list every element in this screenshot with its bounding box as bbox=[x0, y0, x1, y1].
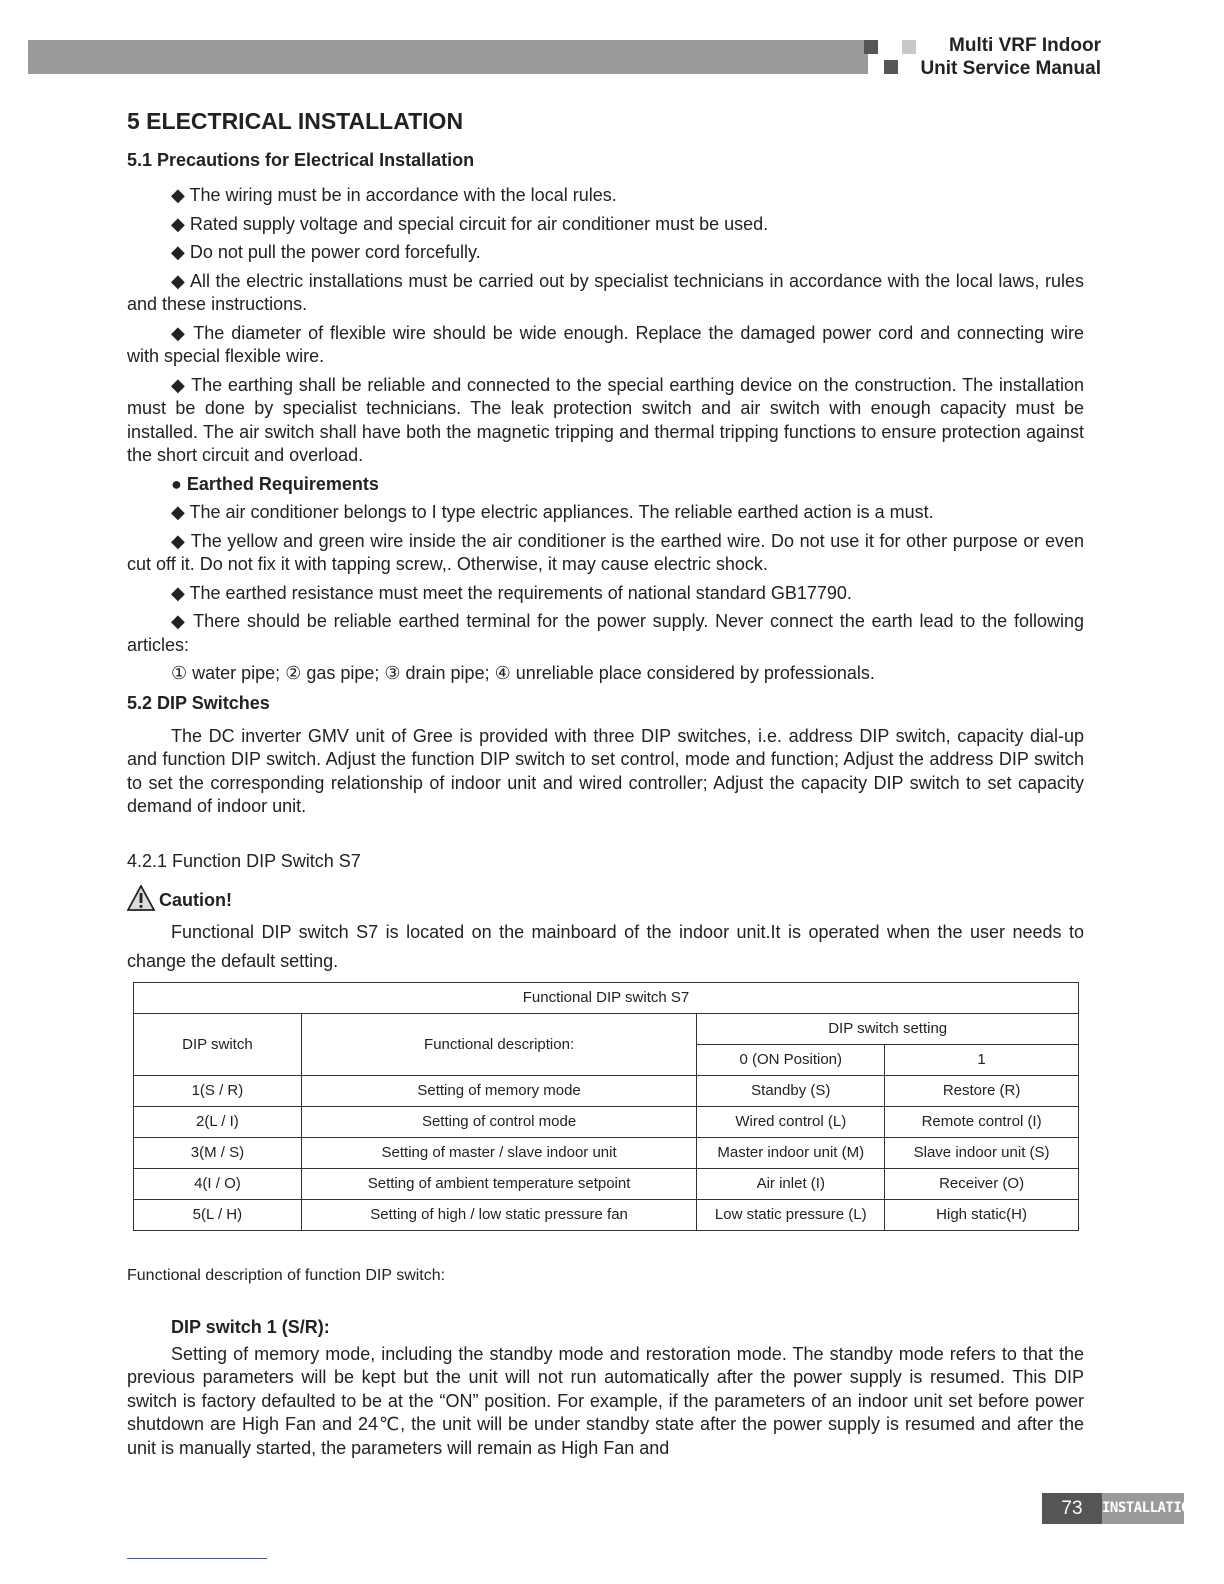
table-cell-on: Standby (S) bbox=[697, 1075, 885, 1106]
precaution-item: ◆ The diameter of flexible wire should be wide enough. Replace the damaged power cord and connecting wire with special flexible wire. bbox=[127, 322, 1084, 366]
table-row bbox=[134, 1199, 1079, 1230]
table-cell-dip: 1(S / R) bbox=[134, 1075, 302, 1106]
earthed-item: ◆ The earthed resistance must meet the requirements of national standard GB17790. bbox=[171, 582, 852, 603]
header-square-icon bbox=[884, 60, 898, 74]
earthed-item: ◆ The air conditioner belongs to I type electric appliances. The reliable earthed action is a must. bbox=[171, 502, 934, 522]
precaution-item: ◆ Do not pull the power cord forcefully. bbox=[171, 242, 481, 262]
warning-triangle-icon bbox=[127, 885, 155, 916]
dip-switch-table bbox=[133, 982, 1079, 1231]
table-cell-on: Low static pressure (L) bbox=[697, 1199, 885, 1230]
table-cell-dip: 5(L / H) bbox=[134, 1199, 302, 1230]
earthed-item: ◆ There should be reliable earthed terminal for the power supply. Never connect the earth lead to the following articles: bbox=[127, 611, 1084, 655]
header-bar bbox=[28, 40, 868, 74]
earthed-item: ◆ The yellow and green wire inside the air conditioner is the earthed wire. Do not use it for other purpose or even cut off it. Do not fix it with tapping screw,. Otherwise, it may cause electric shock. bbox=[127, 530, 1084, 574]
manual-title-line1: Multi VRF Indoor bbox=[949, 35, 1101, 56]
header-logo-squares bbox=[862, 40, 902, 76]
section-tag: INSTALLATION bbox=[1102, 1493, 1184, 1524]
precaution-item: ◆ Rated supply voltage and special circuit for air conditioner must be used. bbox=[171, 213, 769, 234]
table-header-one: 1 bbox=[885, 1044, 1079, 1075]
table-row bbox=[134, 1137, 1079, 1168]
table-cell-desc: Setting of master / slave indoor unit bbox=[301, 1137, 697, 1168]
table-cell-dip: 4(I / O) bbox=[134, 1168, 302, 1199]
footer-rule bbox=[127, 1558, 267, 1559]
subsection-title-5-2: 5.2 DIP Switches bbox=[127, 692, 270, 713]
table-row bbox=[134, 1075, 1079, 1106]
table-cell-dip: 3(M / S) bbox=[134, 1137, 302, 1168]
dip-switch-1-title: DIP switch 1 (S/R): bbox=[171, 1316, 330, 1337]
caution-heading bbox=[127, 885, 1084, 916]
table-cell-one: Slave indoor unit (S) bbox=[885, 1137, 1079, 1168]
table-cell-desc: Setting of control mode bbox=[301, 1106, 697, 1137]
table-cell-desc: Setting of memory mode bbox=[301, 1075, 697, 1106]
page-number: 73 bbox=[1042, 1493, 1102, 1524]
precaution-item: ◆ The earthing shall be reliable and connected to the special earthing device on the construction. The installation must be done by specialist technicians. The leak protection switch and air switch with enough capacity must be installed. The air switch shall have both the magnetic tripping and thermal tripping functions to ensure protection against the short circuit and overload. bbox=[127, 374, 1084, 465]
function-description-title: Functional description of function DIP switch: bbox=[127, 1266, 446, 1284]
precaution-item: ◆ The wiring must be in accordance with the local rules. bbox=[171, 185, 617, 205]
subsection-title-4-2-1: 4.2.1 Function DIP Switch S7 bbox=[127, 850, 361, 871]
table-cell-desc: Setting of ambient temperature setpoint bbox=[301, 1168, 697, 1199]
table-header-on-position: 0 (ON Position) bbox=[697, 1044, 885, 1075]
header-square-icon bbox=[902, 40, 916, 54]
section-title: 5 ELECTRICAL INSTALLATION bbox=[127, 108, 464, 134]
dip-switches-paragraph: The DC inverter GMV unit of Gree is provided with three DIP switches, i.e. address DIP switch, capacity dial-up and function DIP switch. Adjust the function DIP switch to set control, mode and function; Adjust the address DIP switch to set the corresponding relationship of indoor unit and wired controller; Adjust the capacity DIP switch to set capacity demand of indoor unit. bbox=[127, 725, 1084, 816]
dip-switch-1-text: Setting of memory mode, including the standby mode and restoration mode. The standby mode refers to that the previous parameters will be kept but the unit will not run automatically after the power supply is resumed. This DIP switch is factory defaulted to be at the “ON” position. For example, if the parameters of an indoor unit set before power shutdown are High Fan and 24℃, the unit will be under standby state after the power supply is resumed and after the unit is manually started, the parameters will remain as High Fan and bbox=[127, 1343, 1084, 1458]
header-square-icon bbox=[864, 40, 878, 54]
manual-title-line2: Unit Service Manual bbox=[920, 58, 1101, 79]
table-title: Functional DIP switch S7 bbox=[134, 982, 1079, 1013]
table-header-setting: DIP switch setting bbox=[697, 1013, 1079, 1044]
caution-label: Caution! bbox=[159, 889, 232, 910]
table-row bbox=[134, 1168, 1079, 1199]
table-header-description: Functional description: bbox=[301, 1013, 697, 1075]
table-cell-one: Remote control (I) bbox=[885, 1106, 1079, 1137]
page-content bbox=[127, 106, 1084, 1460]
precaution-item: ◆ All the electric installations must be carried out by specialist technicians in accordance with the local laws, rules and these instructions. bbox=[127, 270, 1084, 314]
table-cell-one: High static(H) bbox=[885, 1199, 1079, 1230]
table-header-dip-switch: DIP switch bbox=[134, 1013, 302, 1075]
forbidden-articles: ① water pipe; ② gas pipe; ③ drain pipe; ④ unreliable place considered by professionals. bbox=[171, 663, 875, 683]
table-cell-on: Master indoor unit (M) bbox=[697, 1137, 885, 1168]
caution-text: Functional DIP switch S7 is located on the mainboard of the indoor unit.It is operated when the user needs to change the default setting. bbox=[127, 921, 1084, 971]
table-row bbox=[134, 1106, 1079, 1137]
subsection-title-5-1: 5.1 Precautions for Electrical Installation bbox=[127, 150, 475, 170]
earthed-requirements-title: ● Earthed Requirements bbox=[171, 473, 379, 494]
table-cell-one: Receiver (O) bbox=[885, 1168, 1079, 1199]
table-cell-desc: Setting of high / low static pressure fan bbox=[301, 1199, 697, 1230]
table-cell-dip: 2(L / I) bbox=[134, 1106, 302, 1137]
manual-title bbox=[920, 34, 1101, 80]
table-cell-on: Wired control (L) bbox=[697, 1106, 885, 1137]
table-cell-on: Air inlet (I) bbox=[697, 1168, 885, 1199]
table-cell-one: Restore (R) bbox=[885, 1075, 1079, 1106]
